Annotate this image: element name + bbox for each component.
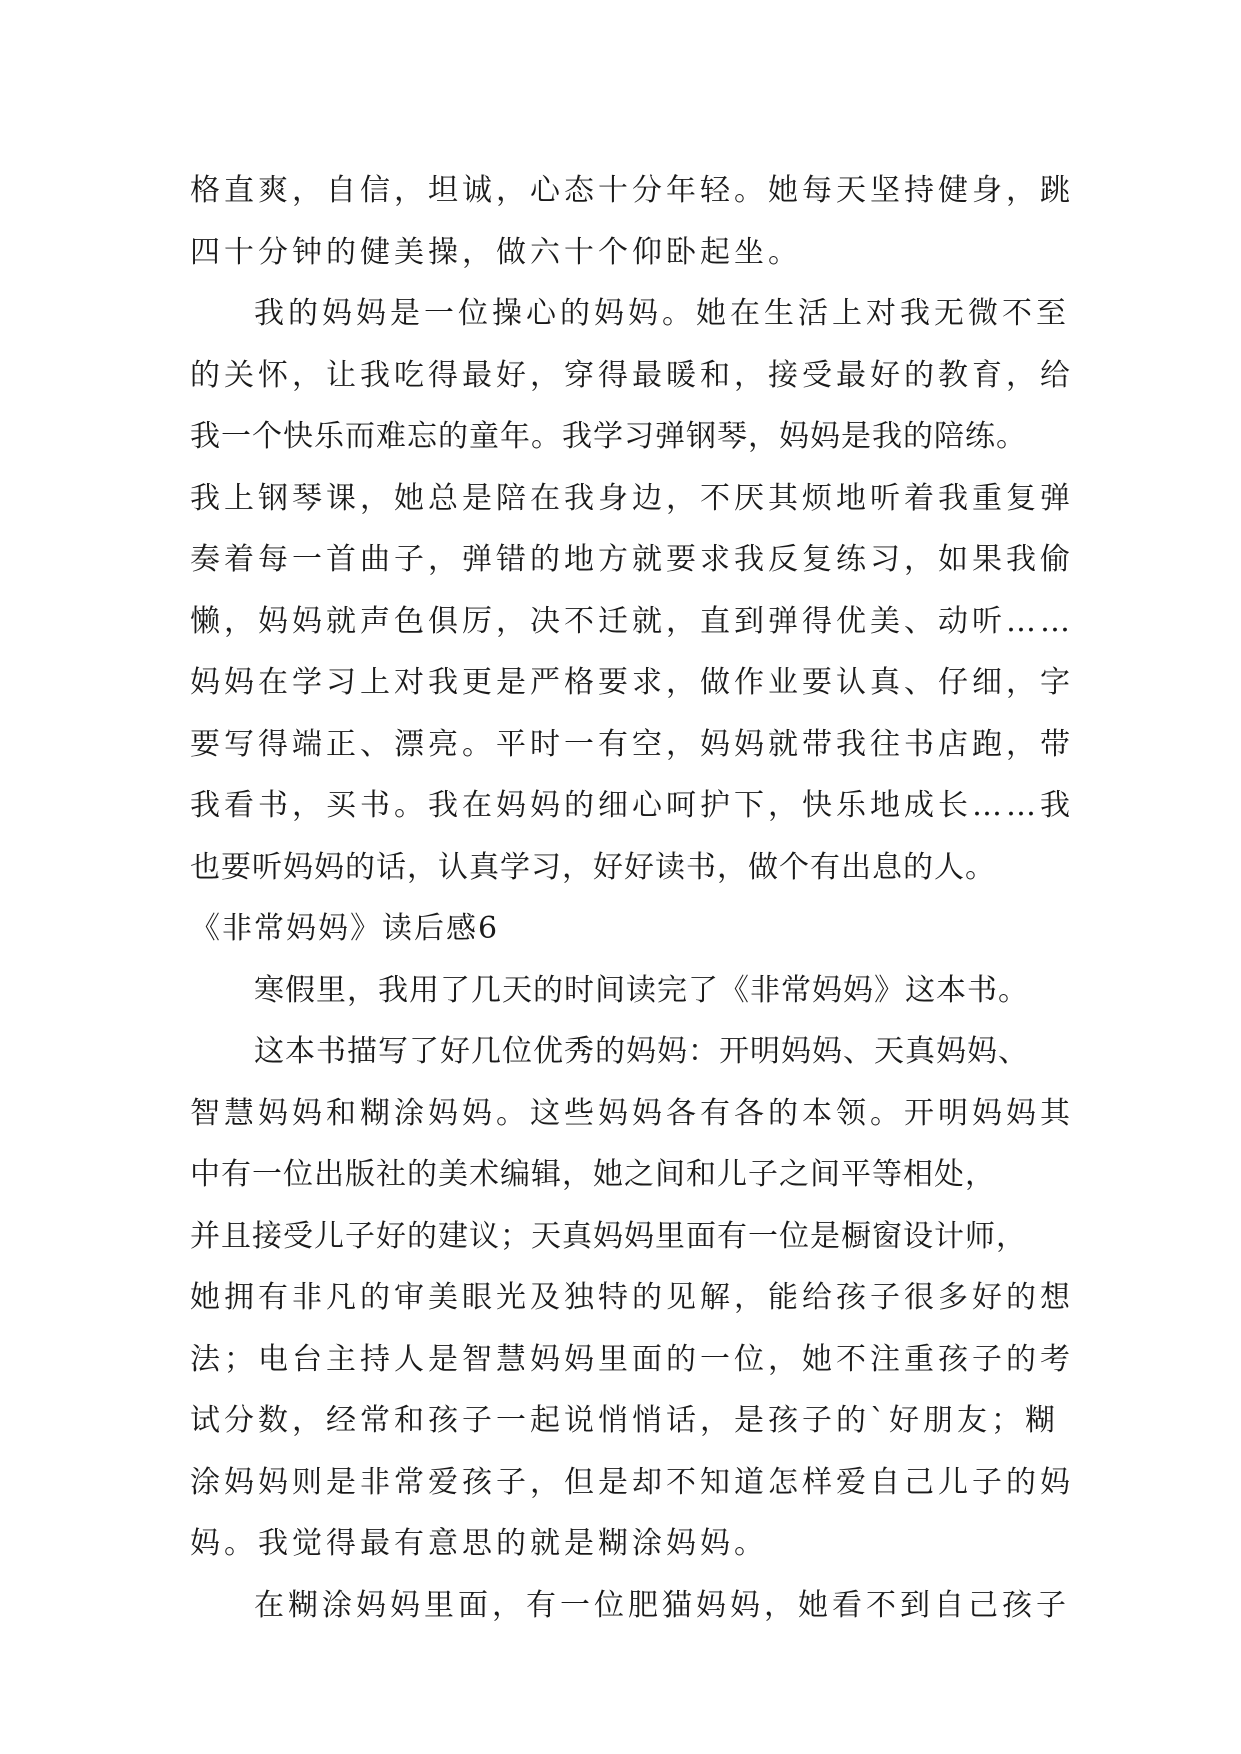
text-line: 四十分钟的健美操，做六十个仰卧起坐。 <box>190 234 802 270</box>
body-text <box>190 160 1074 1636</box>
section-heading: 《非常妈妈》读后感6 <box>190 911 500 946</box>
text-line: 懒，妈妈就声色俱厉，决不迁就，直到弹得优美、动听…… <box>190 603 1074 639</box>
paragraph-start-line: 这本书描写了好几位优秀的妈妈：开明妈妈、天真妈妈、 <box>254 1034 1029 1069</box>
paragraph-start-line: 在糊涂妈妈里面，有一位肥猫妈妈，她看不到自己孩子 <box>254 1587 1070 1623</box>
text-line: 奏着每一首曲子，弹错的地方就要求我反复练习，如果我偷 <box>190 542 1074 577</box>
text-line: 试分数，经常和孩子一起说悄悄话，是孩子的`好朋友；糊 <box>190 1403 1059 1438</box>
text-line: 并且接受儿子好的建议；天真妈妈里面有一位是橱窗设计师， <box>190 1218 1027 1254</box>
text-line: 她拥有非凡的审美眼光及独特的见解，能给孩子很多好的想 <box>190 1280 1074 1315</box>
text-line: 妈。我觉得最有意思的就是糊涂妈妈。 <box>190 1526 768 1561</box>
text-line: 我看书，买书。我在妈妈的细心呵护下，快乐地成长……我 <box>190 788 1074 823</box>
paragraph-start-line: 寒假里，我用了几天的时间读完了《非常妈妈》这本书。 <box>254 972 1029 1008</box>
text-line: 也要听妈妈的话，认真学习，好好读书，做个有出息的人。 <box>190 849 996 885</box>
text-line: 我上钢琴课，她总是陪在我身边，不厌其烦地听着我重复弹 <box>190 480 1074 516</box>
text-line: 中有一位出版社的美术编辑，她之间和儿子之间平等相处， <box>190 1157 996 1192</box>
text-line: 要写得端正、漂亮。平时一有空，妈妈就带我往书店跑，带 <box>190 726 1074 762</box>
text-line: 智慧妈妈和糊涂妈妈。这些妈妈各有各的本领。开明妈妈其 <box>190 1095 1074 1131</box>
text-line: 格直爽，自信，坦诚，心态十分年轻。她每天坚持健身，跳 <box>190 173 1074 208</box>
text-line: 涂妈妈则是非常爱孩子，但是却不知道怎样爱自己儿子的妈 <box>190 1464 1074 1500</box>
text-line: 法；电台主持人是智慧妈妈里面的一位，她不注重孩子的考 <box>190 1341 1074 1377</box>
text-line: 的关怀，让我吃得最好，穿得最暖和，接受最好的教育，给 <box>190 357 1074 393</box>
paragraph-start-line: 我的妈妈是一位操心的妈妈。她在生活上对我无微不至 <box>254 296 1070 331</box>
text-line: 我一个快乐而难忘的童年。我学习弹钢琴，妈妈是我的陪练。 <box>190 419 1027 454</box>
text-line: 妈妈在学习上对我更是严格要求，做作业要认真、仔细，字 <box>190 665 1074 700</box>
